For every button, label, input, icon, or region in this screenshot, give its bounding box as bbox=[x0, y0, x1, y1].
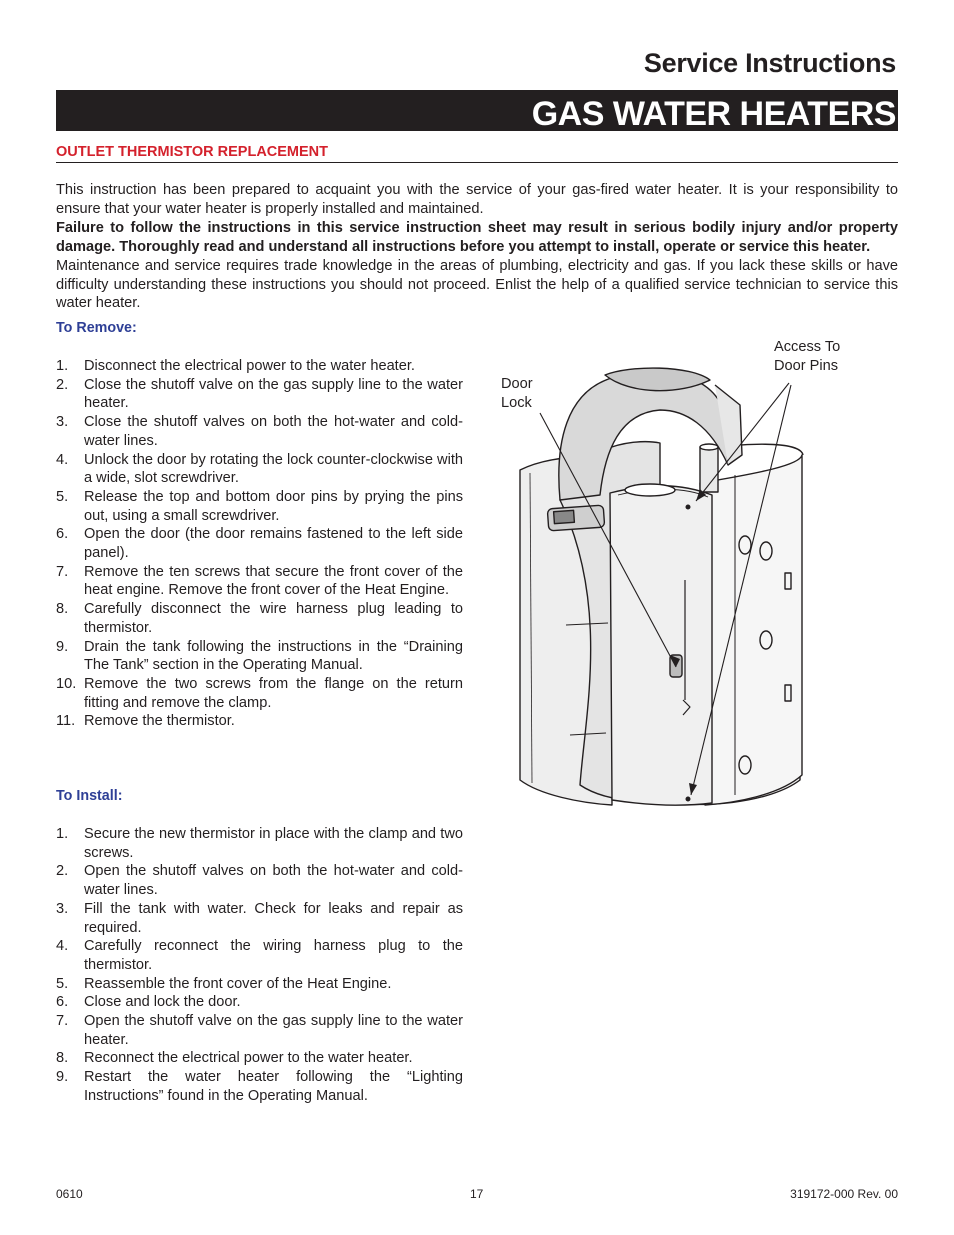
list-item: 5. Release the top and bottom door pins by prying the pins out, using a small screwdriver. bbox=[56, 488, 463, 524]
install-steps-list bbox=[56, 825, 463, 1106]
list-item: 4. Carefully reconnect the wiring harness plug to the thermistor. bbox=[56, 938, 463, 973]
list-item: 8. Carefully disconnect the wire harness plug leading to thermistor. bbox=[56, 601, 463, 636]
list-item: 3. Fill the tank with water. Check for leaks and repair as required. bbox=[56, 900, 463, 936]
intro-text bbox=[56, 181, 898, 313]
list-item: 7. Remove the ten screws that secure the front cover of the heat engine. Remove the front cover of the Heat Engine. bbox=[56, 563, 463, 599]
title-banner bbox=[56, 90, 898, 131]
section-divider bbox=[56, 162, 898, 163]
list-item: 4. Unlock the door by rotating the lock counter-clockwise with a wide, slot screwdriver. bbox=[56, 451, 463, 487]
list-item: 6. Open the door (the door remains fastened to the left side panel). bbox=[56, 526, 463, 562]
list-item: 1. Disconnect the electrical power to the water heater. bbox=[56, 358, 415, 374]
list-item: 11. Remove the thermistor. bbox=[56, 713, 235, 730]
water-heater-illustration bbox=[500, 355, 820, 825]
door-lock-callout: Door Lock bbox=[501, 376, 533, 411]
door-pins-callout: Access To Door Pins bbox=[774, 339, 841, 374]
warning-paragraph: Failure to follow the instructions in this service instruction sheet may result in serious bodily injury and/or property damage. Thoroughly read and understand all instructions before you attempt to install, operate or service this heater. bbox=[56, 219, 898, 255]
footer-page-number: 17 bbox=[470, 1187, 484, 1201]
banner-title: GAS WATER HEATERS bbox=[531, 95, 896, 133]
list-item: 9. Restart the water heater following the “Lighting Instructions” found in the Operating Manual. bbox=[56, 1069, 463, 1104]
list-item: 9. Drain the tank following the instructions in the “Draining The Tank” section in the Operating Manual. bbox=[56, 638, 463, 674]
remove-heading: To Remove: bbox=[56, 320, 137, 336]
list-item: 5. Reassemble the front cover of the Heat Engine. bbox=[56, 975, 392, 992]
list-item: 2. Open the shutoff valves on both the hot-water and cold-water lines. bbox=[56, 863, 463, 899]
maintenance-paragraph: Maintenance and service requires trade knowledge in the areas of plumbing, electricity and gas. If you lack these skills or have difficulty understanding these instructions you should not proceed. Enlist the help of a qualified service technician to service this water heater. bbox=[56, 257, 898, 312]
list-item: 7. Open the shutoff valve on the gas supply line to the water heater. bbox=[56, 1013, 463, 1048]
section-title: Service Instructions bbox=[643, 48, 896, 78]
footer-date-code: 0610 bbox=[56, 1187, 83, 1201]
list-item: 3. Close the shutoff valves on both the hot-water and cold-water lines. bbox=[56, 414, 463, 449]
list-item: 2. Close the shutoff valve on the gas supply line to the water heater. bbox=[56, 376, 463, 412]
list-item: 1. Secure the new thermistor in place with the clamp and two screws. bbox=[56, 826, 463, 861]
intro-paragraph: This instruction has been prepared to acquaint you with the service of your gas-fired water heater. It is your responsibility to ensure that your water heater is properly installed and maintained. bbox=[56, 182, 898, 217]
remove-steps-list bbox=[56, 357, 463, 731]
list-item: 6. Close and lock the door. bbox=[56, 994, 241, 1011]
install-heading: To Install: bbox=[56, 788, 123, 804]
list-item: 8. Reconnect the electrical power to the water heater. bbox=[56, 1050, 413, 1067]
list-item: 10. Remove the two screws from the flange on the return fitting and remove the clamp. bbox=[56, 675, 463, 711]
footer-doc-number: 319172-000 Rev. 00 bbox=[790, 1187, 898, 1201]
section-heading: OUTLET THERMISTOR REPLACEMENT bbox=[56, 144, 329, 160]
